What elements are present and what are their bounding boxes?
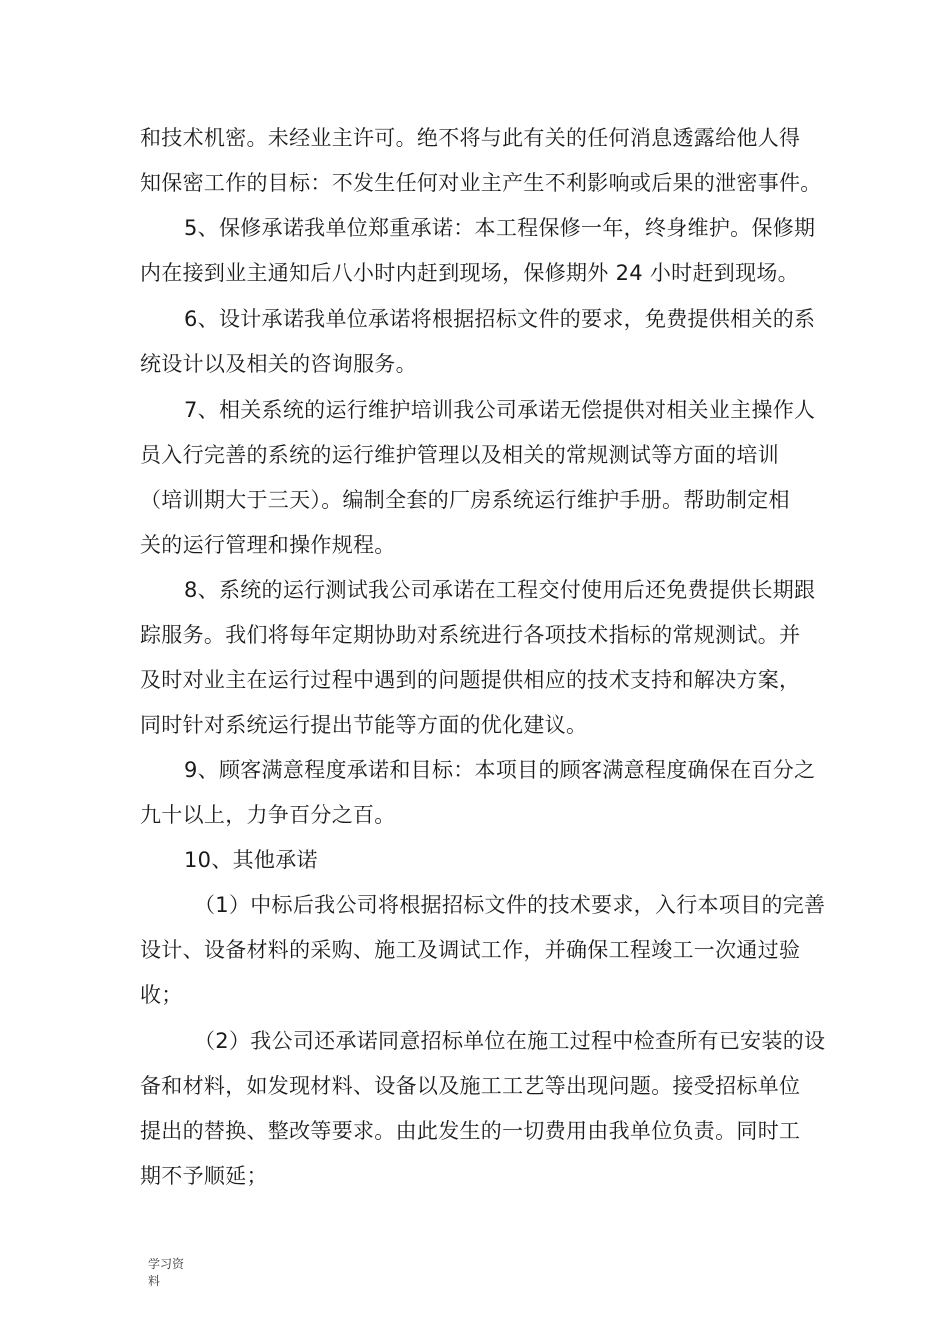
paragraph-line: 和技术机密。未经业主许可。绝不将与此有关的任何消息透露给他人得 [140, 126, 801, 150]
paragraph-line: 统设计以及相关的咨询服务。 [140, 352, 417, 376]
paragraph-line: 知保密工作的目标：不发生任何对业主产生不利影响或后果的泄密事件。 [140, 171, 822, 195]
paragraph-line: 设计、设备材料的采购、施工及调试工作，并确保工程竣工一次通过验 [140, 938, 801, 962]
paragraph-line: 及时对业主在运行过程中遇到的问题提供相应的技术支持和解决方案， [140, 668, 801, 692]
paragraph-line: 员入行完善的系统的运行维护管理以及相关的常规测试等方面的培训 [140, 443, 779, 467]
paragraph-line: 提出的替换、整改等要求。由此发生的一切费用由我单位负责。同时工 [140, 1119, 801, 1143]
paragraph-line: 收； [140, 983, 183, 1007]
paragraph-line: 备和材料，如发现材料、设备以及施工工艺等出现问题。接受招标单位 [140, 1074, 801, 1098]
paragraph-line: 7、相关系统的运行维护培训我公司承诺无偿提供对相关业主操作人 [184, 398, 816, 422]
section-heading: 10、其他承诺 [184, 848, 318, 872]
paragraph-line: 8、系统的运行测试我公司承诺在工程交付使用后还免费提供长期跟 [184, 578, 816, 602]
paragraph-line: 5、保修承诺我单位郑重承诺：本工程保修一年，终身维护。保修期 [184, 216, 816, 240]
paragraph-line: 关的运行管理和操作规程。 [140, 533, 396, 557]
paragraph-line: （1）中标后我公司将根据招标文件的技术要求，入行本项目的完善 [194, 893, 826, 917]
paragraph-line: 内在接到业主通知后八小时内赶到现场，保修期外 24 小时赶到现场。 [140, 261, 799, 285]
paragraph-line: 同时针对系统运行提出节能等方面的优化建议。 [140, 713, 588, 737]
paragraph-line: （2）我公司还承诺同意招标单位在施工过程中检查所有已安装的设 [194, 1029, 826, 1053]
paragraph-line: （培训期大于三天）。编制全套的厂房系统运行维护手册。帮助制定相 [140, 488, 790, 512]
footer-text: 学习资 [148, 1257, 185, 1271]
footer-text: 料 [148, 1274, 161, 1288]
paragraph-line: 踪服务。我们将每年定期协助对系统进行各项技术指标的常规测试。并 [140, 623, 801, 647]
paragraph-line: 期不予顺延； [140, 1164, 268, 1188]
paragraph-line: 9、顾客满意程度承诺和目标：本项目的顾客满意程度确保在百分之 [184, 758, 816, 782]
paragraph-line: 6、设计承诺我单位承诺将根据招标文件的要求，免费提供相关的系 [184, 307, 816, 331]
paragraph-line: 九十以上，力争百分之百。 [140, 803, 396, 827]
